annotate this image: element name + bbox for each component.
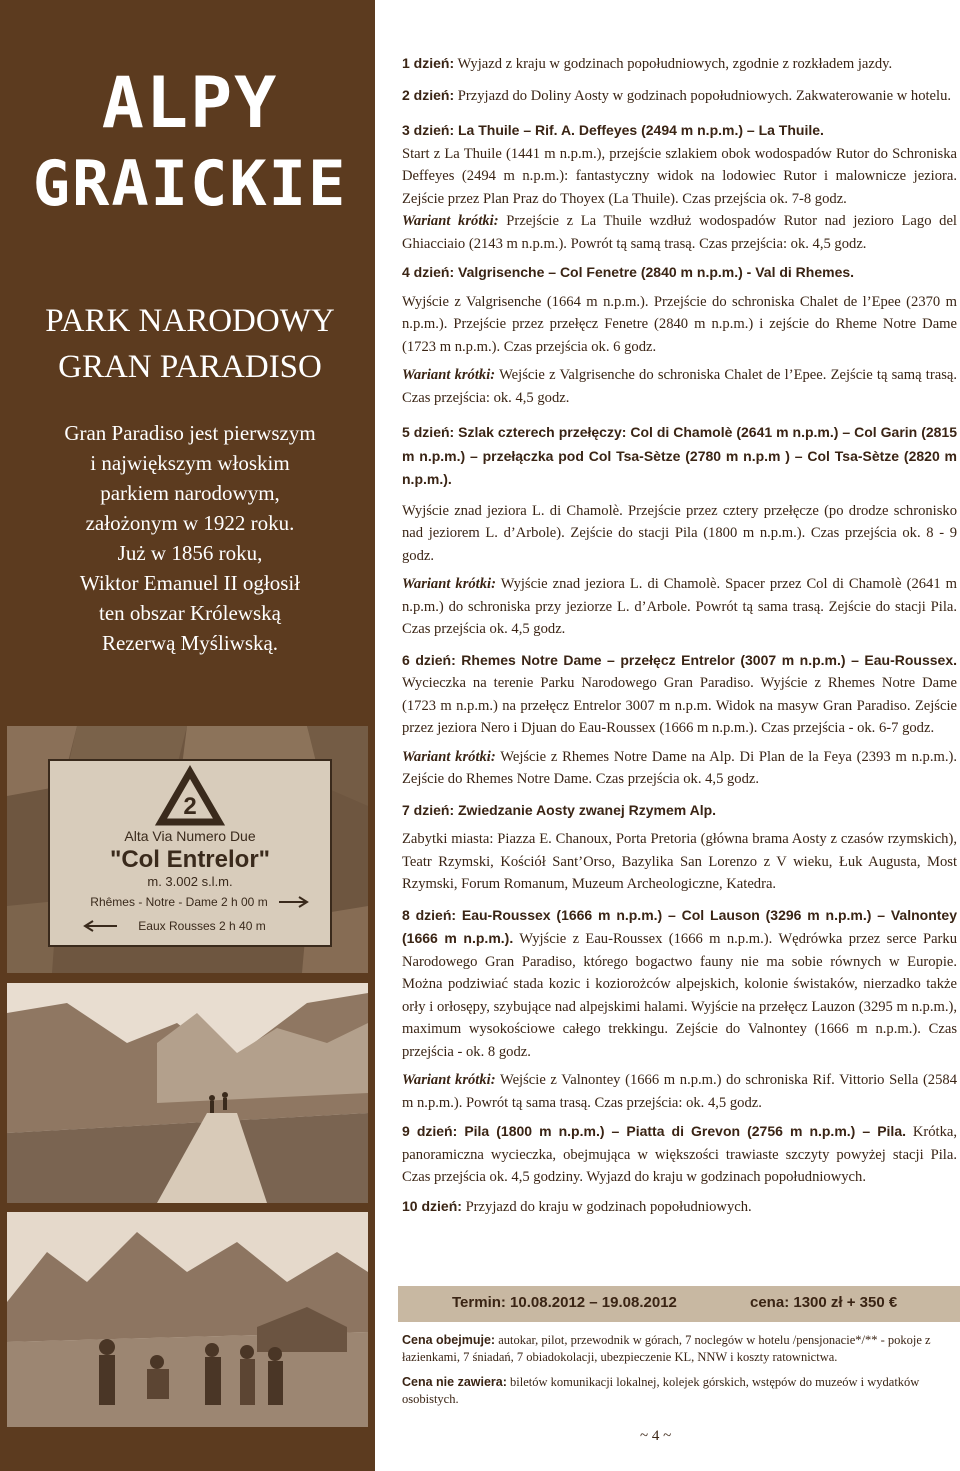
intro-line: założonym w 1922 roku. xyxy=(85,511,295,535)
day-1-text: Wyjazd z kraju w godzinach popołudniowych, zgodnie z rozkładem jazdy. xyxy=(457,56,893,72)
title-line-1: ALPY xyxy=(101,62,279,144)
route-number: 2 xyxy=(183,793,197,820)
day-2 xyxy=(402,84,957,108)
day-10-text: Przyjazd do kraju w godzinach popołudniowych. xyxy=(465,1198,752,1215)
sign-line-1: Alta Via Numero Due xyxy=(124,828,256,844)
sign-line-2: "Col Entrelor" xyxy=(109,846,271,873)
day-4-variant-label: Wariant krótki: xyxy=(402,367,496,383)
sidebar xyxy=(0,0,375,1471)
title-line-2: GRAICKIE xyxy=(32,147,348,220)
day-7-text: Zabytki miasta: Piazza E. Chanoux, Porta Pretoria (główna brama Aosty z czasów rzymskich), Teatr Rzymski, Kościół Sant’Orso, Bazylika San Lorenzo z V wieku, Łuk Augusta, Most Rzymski, Forum Romanum, Muzeum Archeologiczne, Katedra. xyxy=(402,831,957,892)
day-5-variant-label: Wariant krótki: xyxy=(402,576,496,592)
sign-line-5: Eaux Rousses 2 h 40 m xyxy=(138,919,266,933)
hikers-photo xyxy=(7,1212,368,1427)
term-dates: Termin: 10.08.2012 – 19.08.2012 xyxy=(452,1294,677,1311)
day-3-text: Start z La Thuile (1441 m n.p.m.), przejście szlakiem obok wodospadów Rutor do Schroniska Deffeyes (2494 m n.p.m.): fantastyczny widok na lodowiec Rutor i malownicze jeziora. Zejście przez Plan Praz do Thoyex (La Thuile). Czas przejścia ok. 7-8 godz. xyxy=(402,145,957,207)
day-1 xyxy=(402,52,957,76)
day-5-variant xyxy=(402,573,957,641)
day-1-label: 1 dzień: xyxy=(402,55,455,71)
term-price-bar xyxy=(398,1286,960,1322)
itinerary xyxy=(402,52,957,1230)
day-9-heading: 9 dzień: Pila (1800 m n.p.m.) – Piatta di Grevon (2756 m n.p.m.) – Pila. xyxy=(402,1123,906,1139)
intro-line: i największym włoskim xyxy=(90,451,290,475)
day-8-text: Wyjście z Eau-Roussex (1666 m n.p.m.). Wędrówka przez serce Parku Narodowego Gran Paradiso, którego bogactwo fauny nie ma sobie równych w Europie. Można podziwiać stada kozic i koziorożców alpejskich, kolonie świstaków, nierzadko także orły i orłosępy, szybujące nad alpejskimi halami. Wyjście na przełęcz Lauzon (3295 m n.p.m.), maximum wysokościowe całego trekkingu. Zejście do Valnontey (1666 m n.p.m.). Czas przejścia - ok. 8 godz. xyxy=(402,931,957,1060)
day-4-variant-text: Wejście z Valgrisenche do schroniska Chalet de l’Epee. Zejście tą samą trasą. Czas przejścia: ok. 4,5 godz. xyxy=(402,367,957,406)
day-6-variant xyxy=(402,746,957,791)
price-excludes xyxy=(402,1374,957,1408)
park-heading-line-1: PARK NARODOWY xyxy=(45,303,335,339)
day-5-heading-text: 5 dzień: Szlak czterech przełęczy: Col di Chamolè (2641 m n.p.m.) – Col Garin (2815 m n.p.m.) – przełączka pod Col Tsa-Sètze (2780 m n.p.m ) – Col Tsa-Sètze (2820 m n.p.m.). xyxy=(402,424,957,487)
sign-line-3: m. 3.002 s.l.m. xyxy=(147,874,233,889)
day-2-label: 2 dzień: xyxy=(402,86,455,103)
day-7-heading xyxy=(402,799,957,823)
day-7-heading-text: 7 dzień: Zwiedzanie Aosty zwanej Rzymem Alp. xyxy=(402,801,717,818)
valley-trail-photo xyxy=(7,983,368,1203)
intro-line: ten obszar Królewską xyxy=(99,601,281,625)
day-10 xyxy=(402,1195,957,1219)
price-includes-label: Cena obejmuje: xyxy=(402,1333,496,1347)
day-8-variant-label: Wariant krótki: xyxy=(402,1072,496,1088)
day-9-text: Krótka, panoramiczna wycieczka, obejmująca w większości trawiaste szczyty powyżej stacji Pila. Czas przejścia ok. 4,5 godziny. Wyjazd do kraju w godzinach popołudniowych. xyxy=(402,1124,957,1185)
intro-line: Gran Paradiso jest pierwszym xyxy=(64,421,316,445)
price-excludes-label: Cena nie zawiera: xyxy=(402,1375,507,1389)
intro-line: Już w 1856 roku, xyxy=(117,541,263,565)
day-4-variant xyxy=(402,364,957,409)
park-heading xyxy=(20,298,360,390)
day-4-heading xyxy=(402,261,957,285)
day-6-variant-text: Wejście z Rhemes Notre Dame na Alp. Di Plan de la Feya (2393 m n.p.m.). Zejście do Rhemes Notre Dame. Czas przejścia ok. 4,5 godz. xyxy=(402,748,957,787)
main-title xyxy=(20,60,360,222)
intro-line: Rezerwą Myśliwską. xyxy=(101,631,279,655)
day-3-variant-text: Przejście z La Thuile wzdłuż wodospadów Rutor nad jezioro Lago del Ghiacciaio (2143 m n.p.m.). Powrót tą samą trasą. Czas przejścia: ok. 4,5 godz. xyxy=(402,213,957,252)
day-8-heading: 8 dzień: Eau-Roussex (1666 m n.p.m.) – Col Lauson (3296 m n.p.m.) – Valnontey (1666 m n.p.m.). xyxy=(402,906,957,946)
day-3-heading: 3 dzień: La Thuile – Rif. A. Deffeyes (2494 m n.p.m.) – La Thuile. xyxy=(402,122,824,138)
term-price: cena: 1300 zł + 350 € xyxy=(750,1294,898,1311)
day-2-text: Przyjazd do Doliny Aosty w godzinach popołudniowych. Zakwaterowanie w hotelu. xyxy=(457,87,952,104)
day-6-text: Wycieczka na terenie Parku Narodowego Gran Paradiso. Wyjście z Rhemes Notre Dame (1723 m n.p.m.) na przełęcz Entrelor 3007 m n.p.m. Widok na masyw Gran Paradiso. Zejście przez jeziora Nero i Djuan do Eau-Roussex (1666 m n.p.m.). Czas przejścia - ok. 6-7 godz. xyxy=(402,675,957,736)
price-includes-text: autokar, pilot, przewodnik w górach, 7 noclegów w hotelu /pensjonacie*/** - pokoje z łazienkami, 7 śniadań, 7 obiadokolacji, ubezpieczenie KL, NNW i koszty ratownictwa. xyxy=(402,1333,931,1364)
price-excludes-text: biletów komunikacji lokalnej, kolejek górskich, wstępów do muzeów i wydatków osobistych. xyxy=(402,1375,920,1406)
sign-line-4: Rhêmes - Notre - Dame 2 h 00 m xyxy=(90,895,268,909)
day-8-variant xyxy=(402,1069,957,1114)
day-6-heading: 6 dzień: Rhemes Notre Dame – przełęcz Entrelor (3007 m n.p.m.) – Eau-Roussex. xyxy=(402,651,957,668)
price-includes xyxy=(402,1332,957,1366)
day-10-label: 10 dzień: xyxy=(402,1197,462,1214)
day-5-heading xyxy=(402,421,957,492)
day-5-text: Wyjście znad jeziora L. di Chamolè. Przejście przez cztery przełęcze (po drodze schronisko nad jeziorem L. d’Arbole). Zejście do stacji Pila (1800 m n.p.m.). Czas przejścia ok. 8 - 9 godz. xyxy=(402,502,957,564)
day-4-heading-text: 4 dzień: Valgrisenche – Col Fenetre (2840 m n.p.m.) - Val di Rhemes. xyxy=(402,264,855,280)
day-3 xyxy=(402,119,957,255)
day-9 xyxy=(402,1120,957,1189)
intro-text xyxy=(20,418,360,658)
intro-line: Wiktor Emanuel II ogłosił xyxy=(79,571,301,595)
day-6 xyxy=(402,649,957,740)
intro-line: parkiem narodowym, xyxy=(100,481,280,505)
page-number: ~ 4 ~ xyxy=(640,1428,672,1444)
day-8-variant-text: Wejście z Valnontey (1666 m n.p.m.) do schroniska Rif. Vittorio Sella (2584 m n.p.m.). Powrót tą sama trasą. Czas przejścia: ok. 4,5 godz. xyxy=(402,1072,957,1111)
day-6-variant-label: Wariant krótki: xyxy=(402,748,496,765)
day-3-variant-label: Wariant krótki: xyxy=(402,213,499,229)
trail-sign-photo xyxy=(7,726,368,973)
day-5-variant-text: Wyjście znad jeziora L. di Chamolè. Spacer przez Col di Chamolè (2641 m n.p.m.) do schroniska przy jeziorze L. d’Arbole. Powrót tą sama trasą. Zejście do stacji Pila. Czas przejścia ok. 4,5 godz. xyxy=(402,576,957,637)
day-4-text: Wyjście z Valgrisenche (1664 m n.p.m.). Przejście do schroniska Chalet de l’Epee (2370 m n.p.m.). Przejście przez przełęcz Fenetre (2840 m n.p.m.) i zejście do Rheme Notre Dame (1723 m n.p.m.). Czas przejścia ok. 6 godz. xyxy=(402,293,957,355)
park-heading-line-2: GRAN PARADISO xyxy=(58,349,322,385)
day-8 xyxy=(402,904,957,1064)
